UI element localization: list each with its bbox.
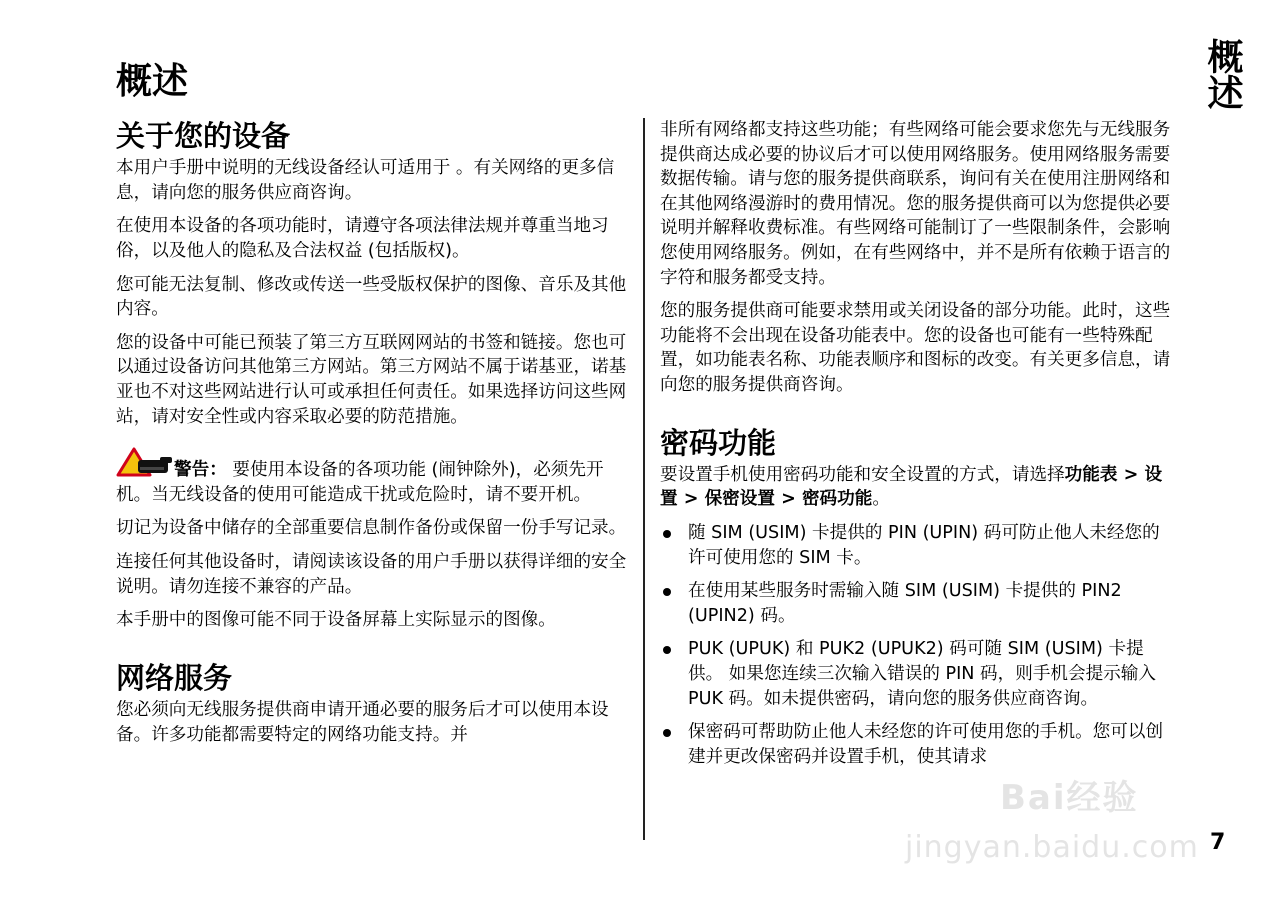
list-item bbox=[660, 521, 1172, 570]
left-column bbox=[116, 118, 630, 756]
paragraph: 连接任何其他设备时，请阅读该设备的用户手册以获得详细的安全说明。请勿连接不兼容的产品。 bbox=[116, 551, 627, 597]
password-list bbox=[660, 521, 1172, 769]
warning-hand-icon bbox=[116, 447, 174, 479]
paragraph: 在使用本设备的各项功能时，请遵守各项法律法规并尊重当地习俗，以及他人的隐私及合法权益 (包括版权)。 bbox=[116, 216, 609, 262]
list-item bbox=[660, 579, 1172, 628]
list-item bbox=[660, 720, 1172, 769]
paragraph: 您可能无法复制、修改或传送一些受版权保护的图像、音乐及其他内容。 bbox=[116, 274, 627, 320]
paragraph: 本用户手册中说明的无线设备经认可适用于 。有关网络的更多信息，请向您的服务供应商咨询。 bbox=[116, 158, 615, 203]
watermark-logo: Bai经验 bbox=[1000, 778, 1139, 818]
right-column bbox=[660, 118, 1172, 778]
intro-end: 。 bbox=[872, 489, 890, 510]
paragraph: 您必须向无线服务提供商申请开通必要的服务后才可以使用本设备。许多功能都需要特定的网络功能支持。并 bbox=[116, 700, 609, 745]
paragraph: 本手册中的图像可能不同于设备屏幕上实际显示的图像。 bbox=[116, 610, 556, 631]
section-heading-network: 网络服务 bbox=[116, 660, 233, 695]
warning-label: 警告： bbox=[174, 460, 227, 481]
list-item-text: PUK (UPUK) 和 PUK2 (UPUK2) 码可随 SIM (USIM) 卡提供。 如果您连续三次输入错误的 PIN 码，则手机会提示输入 PUK 码。如未提供密码，请向您的服务供应商咨询。 bbox=[688, 639, 1156, 709]
bullet-icon bbox=[663, 588, 671, 596]
section-heading-password: 密码功能 bbox=[660, 425, 777, 460]
column-divider bbox=[643, 118, 645, 840]
list-item-text: 随 SIM (USIM) 卡提供的 PIN (UPIN) 码可防止他人未经您的许可使用您的 SIM 卡。 bbox=[688, 522, 1160, 568]
section-heading-device: 关于您的设备 bbox=[116, 119, 291, 153]
bullet-icon bbox=[663, 530, 671, 538]
warning-block bbox=[116, 447, 630, 507]
password-intro bbox=[660, 463, 1172, 512]
paragraph: 您的服务提供商可能要求禁用或关闭设备的部分功能。此时，这些功能将不会出现在设备功能表中。您的设备也可能有一些特殊配置，如功能表名称、功能表顺序和图标的改变。有关更多信息，请向您的服务提供商咨询。 bbox=[660, 301, 1171, 395]
paragraph: 您的设备中可能已预装了第三方互联网网站的书签和链接。您也可以通过设备访问其他第三方网站。第三方网站不属于诺基亚，诺基亚也不对这些网站进行认可或承担任何责任。如果选择访问这些网站，请对安全性或内容采取必要的防范措施。 bbox=[116, 332, 627, 427]
side-tab: 概述 bbox=[1202, 38, 1243, 110]
list-item-text: 在使用某些服务时需输入随 SIM (USIM) 卡提供的 PIN2 (UPIN2) 码。 bbox=[688, 581, 1122, 626]
paragraph: 切记为设备中储存的全部重要信息制作备份或保留一份手写记录。 bbox=[116, 518, 627, 539]
intro-text: 要设置手机使用密码功能和安全设置的方式，请选择 bbox=[660, 464, 1065, 485]
watermark-text: jingyan.baidu.com bbox=[905, 830, 1199, 865]
paragraph: 非所有网络都支持这些功能；有些网络可能会要求您先与无线服务提供商达成必要的协议后才可以使用网络服务。使用网络服务需要数据传输。请与您的服务提供商联系，询问有关在使用注册网络和在其他网络漫游时的费用情况。您的服务提供商可以为您提供必要说明并解释收费标准。有些网络可能制订了一些限制条件，会影响您使用网络服务。例如，在有些网络中，并不是所有依赖于语言的字符和服务都受支持。 bbox=[660, 120, 1171, 288]
page-number: 7 bbox=[1210, 830, 1226, 855]
watermark bbox=[905, 770, 1205, 870]
page-title: 概述 bbox=[116, 61, 189, 102]
bullet-icon bbox=[663, 729, 671, 737]
warning-text: 要使用本设备的各项功能 (闹钟除外)，必须先开机。当无线设备的使用可能造成干扰或危险时，请不要开机。 bbox=[116, 460, 604, 505]
list-item-text: 保密码可帮助防止他人未经您的许可使用您的手机。您可以创建并更改保密码并设置手机，使其请求 bbox=[688, 722, 1164, 767]
menu-path: 功能表 > 设置 > 保密设置 > 密码功能 bbox=[660, 464, 1163, 510]
list-item bbox=[660, 637, 1172, 711]
bullet-icon bbox=[663, 646, 671, 654]
